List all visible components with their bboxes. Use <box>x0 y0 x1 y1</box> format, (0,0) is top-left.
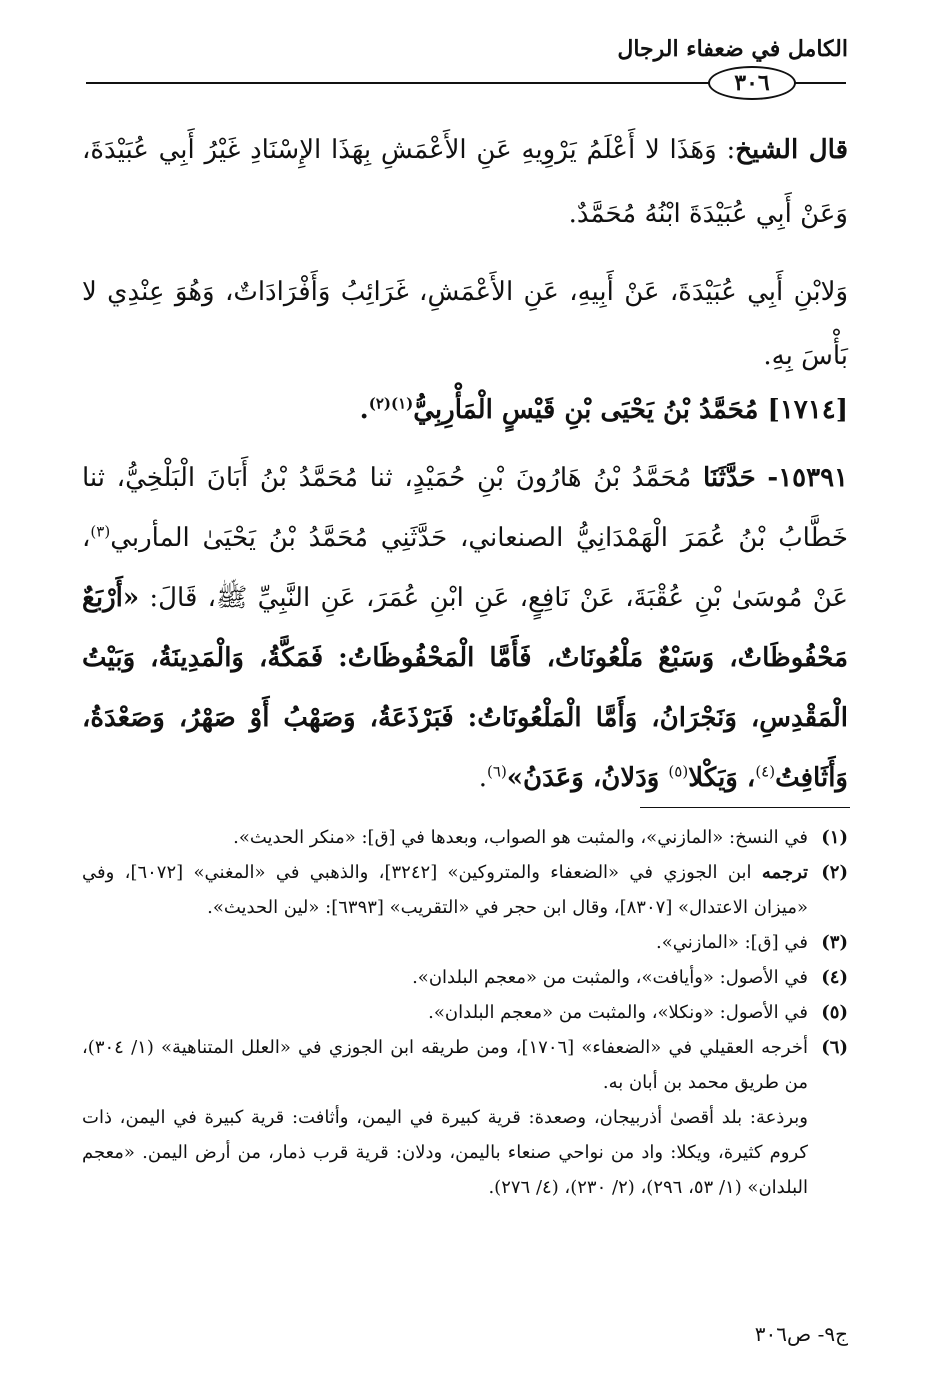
page-number: ٣٠٦ <box>708 66 796 100</box>
entry-heading <box>82 390 848 430</box>
intro-paragraph-1 <box>82 118 848 246</box>
speaker-label: قال الشيخ <box>735 135 848 165</box>
footnote-text: في النسخ: «المازني»، والمثبت هو الصواب، وبعدها في [ق]: «منكر الحديث». <box>233 827 808 848</box>
footnote-item <box>82 820 848 855</box>
footnote-item <box>82 960 848 995</box>
footnote-ref-3: (٣) <box>90 522 111 541</box>
hadith-chain-1: مُحَمَّدُ بْنُ هَارُونَ بْنِ حُمَيْدٍ، ثنا مُحَمَّدُ بْنُ أَبَانَ الْبَلْخِيُّ، ثنا خَطَّابُ بْنُ عُمَرَ الْهَمْدَانِيُّ الصنعاني، حَدَّثَنِي مُحَمَّدُ بْنُ يَحْيَىٰ المأربي <box>82 463 848 553</box>
entry-heading-end: . <box>359 395 369 425</box>
running-title: الكامل في ضعفاء الرجال <box>617 36 848 62</box>
footnotes <box>82 820 848 1205</box>
entry-heading-text: [١٧١٤] مُحَمَّدُ بْنُ يَحْيَى بْنِ قَيْسٍ الْمَأْرِبِيُّ <box>413 395 848 425</box>
footnote-ref-6: (٦) <box>487 762 507 781</box>
footnote-item <box>82 995 848 1030</box>
footnote-ref-4: (٤) <box>755 762 776 781</box>
footnote-item <box>82 855 848 925</box>
footnote-continuation: وبرذعة: بلد أقصىٰ أذربيجان، وصعدة: قرية كبيرة في اليمن، وأثافت: قرية كبيرة في اليمن، ذات كروم كثيرة، ويكلا: واد من نواحي صنعاء باليمن، ودلان: قرية قرب ذمار، من أرض اليمن. «معجم البلدان» (١/ ٥٣، ٢٩٦)، (٢/ ٢٣٠)، (٤/ ٢٧٦). <box>82 1107 808 1198</box>
footnote-lead: ترجمه <box>761 862 809 883</box>
hadith-text-1: «أَرْبَعٌ مَحْفُوظَاتٌ، وَسَبْعٌ مَلْعُونَاتٌ، فَأَمَّا الْمَحْفُوظَاتُ: فَمَكَّةُ، وَالْمَدِينَةُ، وَبَيْتُ الْمَقْدِسِ، وَنَجْرَانُ، وَأَمَّا الْمَلْعُونَاتُ: فَبَرْذَعَةُ، وَصَهْبُ أَوْ صَهْرُ، وَصَعْدَةُ، وَأَثَافِتُ <box>82 583 848 793</box>
hadith-end: . <box>478 763 488 793</box>
footnote-body: ابن الجوزي في «الضعفاء والمتروكين» [٣٢٤٢]، والذهبي في «المغني» [٦٠٧٢]، وفي «ميزان الاعتدال» [٨٣٠٧]، وقال ابن حجر في «التقريب» [٦٣٩٣]: «لين الحديث». <box>82 862 808 918</box>
footnote-item <box>82 925 848 960</box>
footnote-number: (٦) <box>821 1037 848 1058</box>
footnote-number: (٥) <box>821 1002 848 1023</box>
footnote-number: (٤) <box>821 967 848 988</box>
hadith-chain-2: ، عَنْ مُوسَىٰ بْنِ عُقْبَةَ، عَنْ نَافِعٍ، عَنِ ابْنِ عُمَرَ، عَنِ النَّبِيِّ ﷺ، قَالَ: <box>82 523 849 613</box>
entry-footnote-refs: (١)(٢) <box>368 394 414 413</box>
footnote-number: (١) <box>821 827 848 848</box>
footnote-number: (٢) <box>821 862 848 883</box>
intro-paragraph-1-text: : وَهَذَا لا أَعْلَمُ يَرْوِيهِ عَنِ الأَعْمَشِ بِهَذَا الإِسْنَادِ غَيْرُ أَبِي عُبَيْدَةَ، وَعَنْ أَبِي عُبَيْدَةَ ابْنُهُ مُحَمَّدٌ. <box>82 135 848 229</box>
hadith-text-3: وَدَلانُ، وَعَدَنُ» <box>506 763 669 793</box>
footnote-ref-5: (٥) <box>668 762 689 781</box>
footnote-text: في الأصول: «ونكلا»، والمثبت من «معجم البلدان». <box>428 1002 808 1023</box>
footnote-text: في [ق]: «المازني». <box>656 932 808 953</box>
footnote-number: (٣) <box>821 932 848 953</box>
footnote-text <box>82 855 808 925</box>
footnote-text: في الأصول: «وأيافت»، والمثبت من «معجم البلدان». <box>412 967 808 988</box>
hadith-text-2: ، وَيَكْلا <box>688 763 756 793</box>
footnote-rule <box>640 807 850 808</box>
intro-paragraph-2: وَلابْنِ أَبِي عُبَيْدَةَ، عَنْ أَبِيهِ، عَنِ الأَعْمَشِ، غَرَائِبُ وَأَفْرَادَاتٌ، وَهُوَ عِنْدِي لا بَأْسَ بِهِ. <box>82 277 848 371</box>
footnote-item <box>82 1030 848 1100</box>
intro-text <box>82 118 848 388</box>
hadith-paragraph <box>82 448 848 808</box>
hadith-number: ١٥٣٩١- <box>767 463 849 493</box>
hadith-opening: حَدَّثَنَا <box>702 463 756 493</box>
footnote-text: أخرجه العقيلي في «الضعفاء» [١٧٠٦]، ومن طريقه ابن الجوزي في «العلل المتناهية» (١/ ٣٠٤)، من طريق محمد بن أبان به. <box>82 1037 808 1093</box>
volume-page-folio: ج٩- ص٣٠٦ <box>754 1322 848 1346</box>
